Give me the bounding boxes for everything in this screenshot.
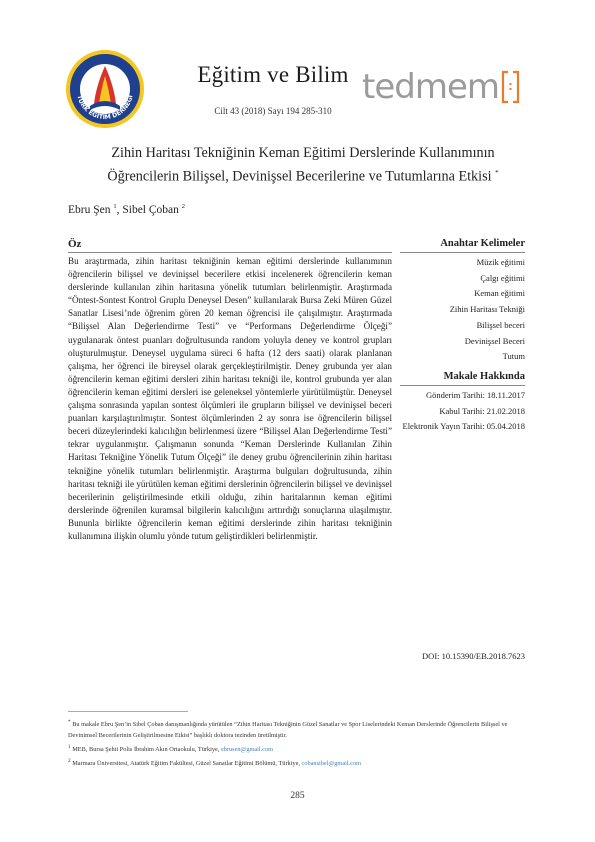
footnote-star — [68, 717, 528, 742]
article-info-heading: Makale Hakkında — [443, 371, 525, 382]
page-number: 285 — [290, 791, 305, 801]
footnote-rule — [68, 711, 188, 712]
title-line-1: Zihin Haritası Tekniğinin Keman Eğitimi Derslerinde Kullanımının — [111, 145, 495, 161]
article-info-rule — [400, 385, 525, 386]
acceptance-date: Kabul Tarihi: 21.02.2018 — [439, 405, 525, 416]
keyword-item: Bilişsel beceri — [476, 319, 525, 330]
brand-text: tedmem — [362, 67, 499, 107]
journal-title: Eğitim ve Bilim — [197, 62, 349, 87]
keyword-item: Çalgı eğitimi — [480, 272, 525, 283]
keyword-item: Keman eğitimi — [474, 288, 525, 299]
abstract-heading: Öz — [68, 238, 82, 250]
footnote-star-mark: * — [68, 719, 71, 725]
abstract-text: Bu araştırmada, zihin haritası tekniğinin keman eğitimi derslerinde kullanımının öğrencilerin bilişsel ve devinişsel becerilere etkisi incelenerek öğrencilerin keman derslerinde kullanılan zihin haritasına yönelik tutumları belirlenmiştir. Araştırmada “Öntest-Sontest Kontrol Gruplu Deneysel Desen” kullanılarak Bursa Zeki Müren Güzel Sanatlar Lisesi’nde öğrenim gören 20 keman öğrencisi ile çalışılmıştır. Araştırmada “Bilişsel Alan Değerlendirme Testi” ve “Performans Değerlendirme Ölçeği” uygulanarak öntest puanları doğrultusunda random yoluyla deney ve kontrol grupları oluşturulmuştur. Deneysel uygulama süreci 6 hafta (12 ders saati) olarak planlanan çalışma, her öğrenci ile bireysel olarak gerçekleştirilmiştir. Deney grubunda yer alan öğrencilerin keman eğitimi dersleri zihin haritası tekniği ile, kontrol grubunda yer alan öğrencilerin keman eğitimi dersleri ise geleneksel yöntemlerle yürütülmüştür. Deneysel çalışma sonrasında yapılan sontest ölçümleri ile grupların bilişsel ve devinişsel beceri puanları karşılaştırılmıştır. Sontest ölçümlerinden 2 ay sonra ise öğrencilerin bilişsel beceri düzeylerindeki kalıcılığın belirlenmesi üzere “Bilişsel Alan Değerlendirme Testi” tekrar uygulanmıştır. Çalışmanın sonunda “Keman Derslerinde Kullanılan Zihin Haritası Tekniğine Yönelik Tutum Ölçeği” ile deney grubu öğrencilerinin zihin haritası tekniğine yönelik tutumları belirlenmiştir. Araştırma bulguları doğrultusunda, zihin haritası tekniği ile yürütülen keman eğitimi derslerinin öğrencilerin bilişsel ve devinişsel becerilerinin geliştirilmesinde etkili olduğu, zihin haritalarının keman eğitimi derslerinde öğrenilen kuramsal bilgilerin kalıcılığını arttırdığı sonuçlarına ulaşılmıştır. Bununla birlikte öğrencilerin keman eğitimi derslerinde zihin haritası tekniğinin kullanımına ilişkin olumlu yönde tutum geliştirdikleri belirlenmiştir. — [68, 256, 392, 541]
ted-logo — [64, 48, 146, 130]
footnote-1-mark: 1 — [68, 743, 71, 750]
doi: DOI: 10.15390/EB.2018.7623 — [422, 651, 525, 661]
footnote-2 — [68, 756, 528, 770]
authors — [68, 203, 185, 216]
keyword-item: Devinişsel Beceri — [464, 335, 525, 346]
keyword-item: Zihin Haritası Tekniği — [449, 304, 525, 315]
keywords-heading: Anahtar Kelimeler — [440, 238, 525, 249]
submission-date: Gönderim Tarihi: 18.11.2017 — [425, 390, 525, 400]
author-2-mark: 2 — [181, 203, 186, 210]
article-info-list — [400, 388, 525, 435]
footnote-1-text: MEB, Bursa Şehit Polis İbrahim Akın Ortaokulu, Türkiye, — [72, 745, 221, 753]
article-title — [68, 144, 538, 187]
title-line-2-text: Öğrencilerin Bilişsel, Devinişsel Becerilerine ve Tutumlarına Etkisi — [107, 168, 492, 185]
keywords-rule — [400, 252, 525, 253]
title-line-2 — [68, 164, 538, 187]
author-2-email-link[interactable]: cobansibel@gmail.com — [301, 759, 362, 767]
publication-date: Elektronik Yayın Tarihi: 05.04.2018 — [402, 421, 525, 431]
footnote-1 — [68, 742, 528, 756]
author-separator: , — [116, 203, 123, 216]
footnote-2-mark: 2 — [68, 757, 71, 764]
author-1: Ebru Şen — [68, 203, 111, 216]
journal-info: Cilt 43 (2018) Sayı 194 285-310 — [214, 106, 332, 116]
footnote-2-text: Marmara Üniversitesi, Atatürk Eğitim Fakültesi, Güzel Sanatlar Eğitimi Bölümü, Türkiye, — [72, 759, 302, 767]
keywords-list — [400, 255, 525, 365]
footnotes — [68, 717, 528, 769]
author-1-mark: 1 — [113, 203, 117, 210]
keyword-item: Tutum — [502, 351, 525, 362]
author-1-email-link[interactable]: ebrusen@gmail.com — [220, 745, 274, 753]
keyword-item: Müzik eğitimi — [476, 257, 525, 267]
title-footnote-mark: * — [495, 168, 499, 177]
tedmem-logo — [362, 66, 532, 108]
author-2: Sibel Çoban — [122, 203, 179, 216]
abstract-rule — [68, 252, 392, 253]
footnote-star-text: Bu makale Ebru Şen’in Sibel Çoban danışmanlığında yürütülen “Zihin Haritası Tekniğinin Güzel Sanatlar ve Spor Liselerindeki Keman Derslerinde Öğrencilerin Bilişsel ve Devinimsel Becerilerinin Geliştirilmesine Etkisi” başlıklı doktora tezinden üretilmiştir. — [68, 721, 508, 739]
logo-text: TÜRK EĞİTİM DERNEĞİ — [75, 94, 135, 122]
